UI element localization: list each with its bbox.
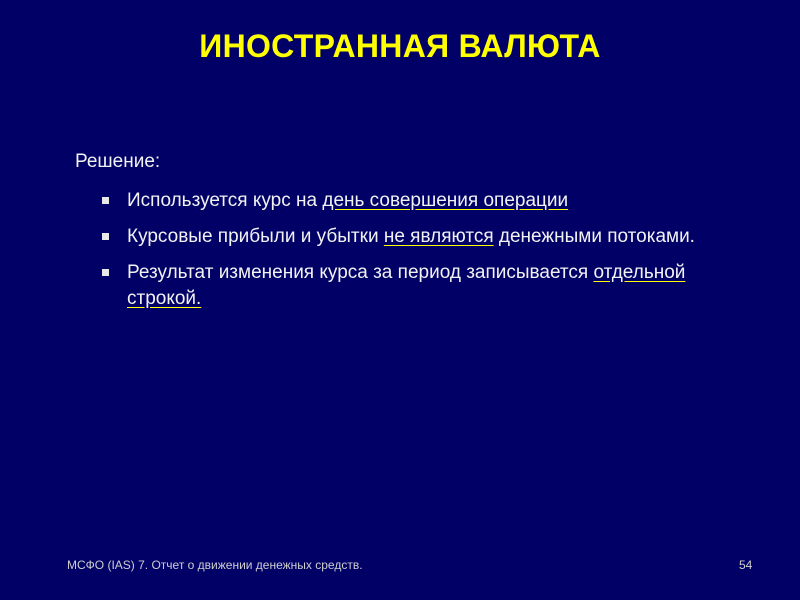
bullet-text-after: денежными потоками. [493, 226, 695, 247]
square-bullet-icon [102, 197, 109, 204]
bullet-text-underlined: день совершения операции [322, 190, 569, 211]
slide-footer: МСФО (IAS) 7. Отчет о движении денежных средств. [67, 558, 363, 572]
bullet-text-before: Используется курс на [127, 190, 323, 211]
bullet-item [75, 260, 725, 312]
intro-text: Решение: [75, 151, 161, 172]
bullet-text-underlined: не являются [383, 226, 494, 247]
slide-content [75, 151, 725, 322]
page-number: 54 [739, 558, 753, 572]
bullet-text-before: Курсовые прибыли и убытки [127, 226, 384, 247]
bullet-text-before: Результат изменения курса за период записывается [127, 262, 594, 283]
bullet-text-underlined: отдельной строкой. [127, 262, 686, 309]
square-bullet-icon [102, 233, 109, 240]
square-bullet-icon [102, 269, 109, 276]
bullet-item [75, 188, 725, 214]
bullet-list [75, 188, 725, 312]
slide-title: ИНОСТРАННАЯ ВАЛЮТА [199, 28, 601, 64]
bullet-item [75, 224, 725, 250]
